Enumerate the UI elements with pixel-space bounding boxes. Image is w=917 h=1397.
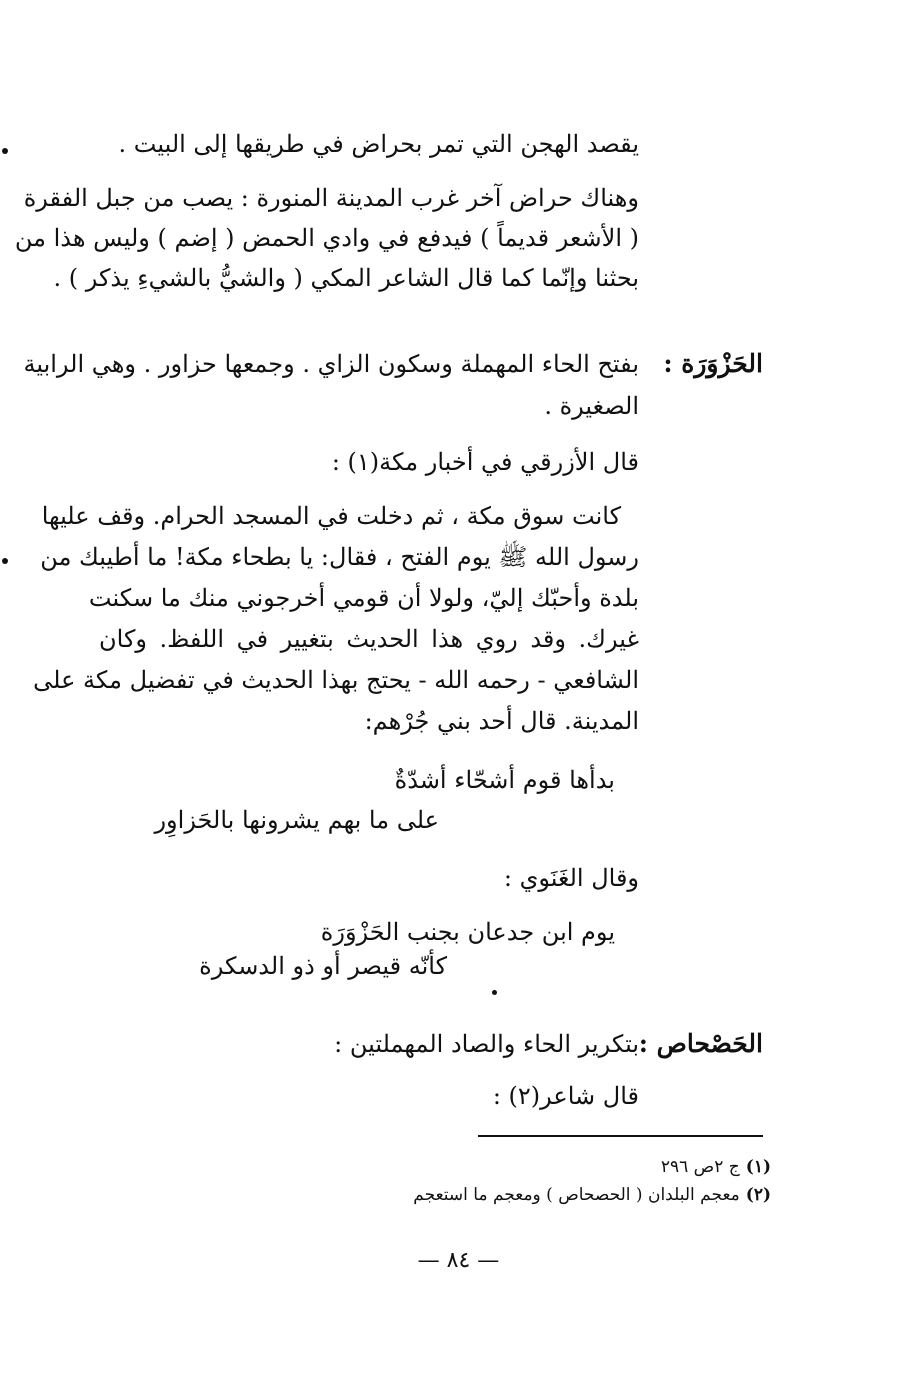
definition-line: بفتح الحاء المهملة وسكون الزاي . وجمعها حزاور . وهي الرابية xyxy=(23,350,639,378)
quote-line: غيرك. وقد روي هذا الحديث بتغيير في اللفظ. وكان xyxy=(99,625,639,653)
text-line: ( الأشعر قديماً ) فيدفع في وادي الحمض ( إضم ) وليس هذا من xyxy=(14,224,639,252)
footnote-number: (٢) xyxy=(745,1185,771,1205)
text-line: وهناك حراض آخر غرب المدينة المنورة : يصب من جبل الفقرة xyxy=(23,184,639,212)
citation-line: وقال الغَنَوي : xyxy=(503,864,639,892)
quote-line: المدينة. قال أحد بني جُرْهم: xyxy=(364,707,639,735)
citation-line: قال الأزرقي في أخبار مكة(١) : xyxy=(331,448,639,476)
footnote xyxy=(413,1182,771,1208)
quote-line: كانت سوق مكة ، ثم دخلت في المسجد الحرام. وقف عليها xyxy=(41,502,621,530)
scan-mark xyxy=(492,990,497,995)
scan-mark xyxy=(2,558,8,564)
scan-mark xyxy=(2,148,8,154)
citation-line: قال شاعر(٢) : xyxy=(492,1082,639,1110)
footnote-number: (١) xyxy=(745,1157,771,1177)
entry-heading: الحَصْحاص : xyxy=(638,1029,763,1058)
quote-line: بلدة وأحبّك إليّ، ولولا أن قومي أخرجوني منك ما سكنت xyxy=(88,584,639,612)
footnote xyxy=(661,1154,771,1180)
quote-line: الشافعي - رحمه الله - يحتج بهذا الحديث في تفضيل مكة على xyxy=(33,666,639,694)
quote-line: رسول الله ﷺ يوم الفتح ، فقال: يا بطحاء مكة! ما أطيبك من xyxy=(40,543,639,571)
definition-line: الصغيرة . xyxy=(544,392,639,420)
verse-line: كأنّه قيصر أو ذو الدسكرة xyxy=(199,952,447,980)
entry-heading: الحَزْوَرَة : xyxy=(663,349,763,378)
verse-line: على ما بهم يشرونها بالحَزاوِر xyxy=(154,806,439,834)
footnote-text: ج ٢ص ٢٩٦ xyxy=(660,1157,740,1177)
footnote-divider xyxy=(478,1135,763,1137)
footnote-text: معجم البلدان ( الحصحاص ) ومعجم ما استعجم xyxy=(413,1185,740,1205)
definition-line: بتكرير الحاء والصاد المهملتين : xyxy=(334,1030,639,1058)
verse-line: يوم ابن جدعان بجنب الحَزْوَرَة xyxy=(320,918,615,946)
text-line: يقصد الهجن التي تمر بحراض في طريقها إلى البيت . xyxy=(118,130,639,158)
page-number: — ٨٤ — xyxy=(417,1248,500,1273)
text-line: بحثنا وإنّما كما قال الشاعر المكي ( والشيُّ بالشيءِ يذكر ) . xyxy=(53,264,639,292)
verse-line: بدأها قوم أشحّاء أشدّةٌ xyxy=(394,766,615,794)
